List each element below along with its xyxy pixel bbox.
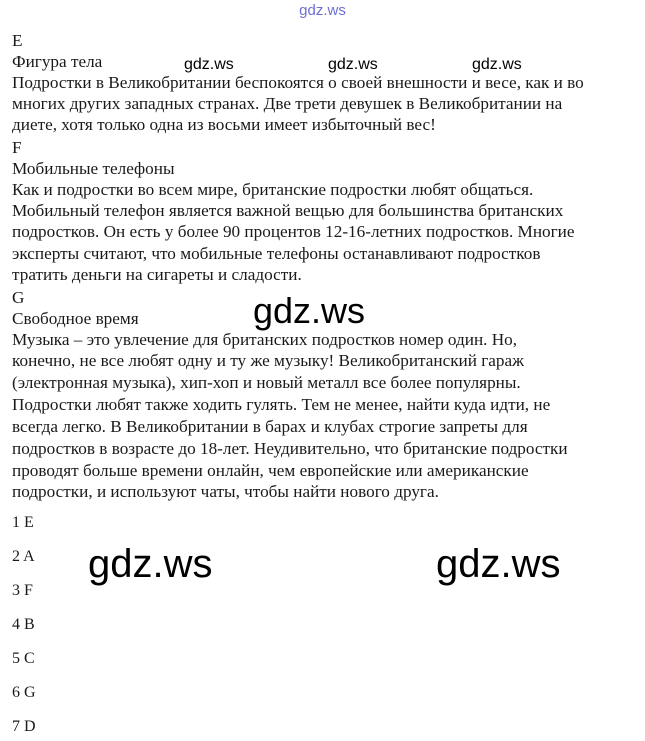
watermark-top: gdz.ws — [299, 2, 346, 19]
watermark-small-3: gdz.ws — [472, 56, 522, 73]
answer-item: 4 B — [12, 616, 35, 633]
paragraph-line: подростков. Он есть у более 90 процентов 12-16-летних подростков. Многие — [12, 222, 575, 241]
section-letter-f: F — [12, 138, 22, 157]
paragraph-line: всегда легко. В Великобритании в барах и клубах строгие запреты для — [12, 417, 528, 436]
watermark-large-1: gdz.ws — [88, 542, 213, 586]
paragraph-line: подростки, и используют чаты, чтобы найти нового друга. — [12, 482, 439, 501]
watermark-medium: gdz.ws — [253, 290, 366, 331]
watermark-large-2: gdz.ws — [436, 542, 561, 586]
section-letter-e: E — [12, 31, 23, 50]
paragraph-line: многих других западных странах. Две трети девушек в Великобритании на — [12, 94, 563, 113]
answer-item: 3 F — [12, 582, 33, 599]
paragraph-line: Как и подростки во всем мире, британские подростки любят общаться. — [12, 180, 534, 199]
paragraph-line: Подростки любят также ходить гулять. Тем не менее, найти куда идти, не — [12, 395, 551, 414]
answer-item: 1 E — [12, 514, 34, 531]
section-heading-body-figure: Фигура тела — [12, 52, 103, 71]
paragraph-line: Музыка – это увлечение для британских подростков номер один. Но, — [12, 330, 518, 349]
paragraph-line: Мобильный телефон является важной вещью для большинства британских — [12, 201, 564, 220]
answer-item: 7 D — [12, 718, 36, 735]
paragraph-line: диете, хотя только одна из восьми имеет избыточный вес! — [12, 115, 436, 134]
watermark-small-1: gdz.ws — [184, 56, 234, 73]
paragraph-line: проводят больше времени онлайн, чем европейские или американские — [12, 461, 529, 480]
paragraph-line: конечно, не все любят одну и ту же музыку! Великобританский гараж — [12, 351, 525, 370]
answer-item: 2 A — [12, 548, 35, 565]
section-letter-g: G — [12, 288, 25, 307]
paragraph-line: эксперты считают, что мобильные телефоны останавливают подростков — [12, 244, 541, 263]
section-heading-mobile-phones: Мобильные телефоны — [12, 159, 175, 178]
watermark-small-2: gdz.ws — [328, 56, 378, 73]
answer-item: 6 G — [12, 684, 36, 701]
paragraph-line: подростков в возрасте до 18-лет. Неудивительно, что британские подростки — [12, 439, 568, 458]
paragraph-line: тратить деньги на сигареты и сладости. — [12, 265, 302, 284]
paragraph-line: (электронная музыка), хип-хоп и новый металл все более популярны. — [12, 373, 521, 392]
answer-item: 5 C — [12, 650, 35, 667]
paragraph-line: Подростки в Великобритании беспокоятся о своей внешности и весе, как и во — [12, 73, 584, 92]
section-heading-free-time: Свободное время — [12, 309, 139, 328]
